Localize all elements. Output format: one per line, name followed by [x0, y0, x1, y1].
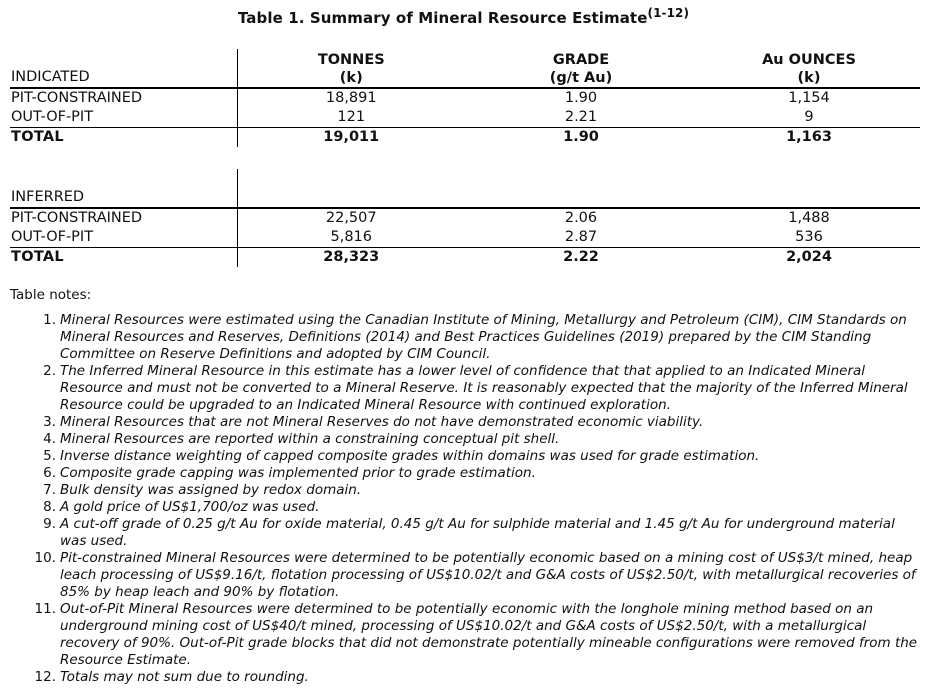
note-number: 6.	[43, 465, 56, 481]
note-item	[34, 669, 920, 686]
note-item	[43, 448, 920, 465]
grade-cell: 2.21	[564, 109, 598, 125]
note-number: 11.	[34, 601, 56, 617]
total-label: TOTAL	[10, 128, 237, 148]
inferred-resource-table	[10, 169, 920, 267]
note-text: A gold price of US$1,700/oz was used.	[60, 499, 320, 515]
grade-cell: 2.87	[564, 229, 598, 245]
column-header-grade-line2: (g/t Au)	[549, 70, 613, 86]
tonnes-cell: 5,816	[330, 229, 372, 245]
table-row	[10, 88, 920, 108]
note-number: 4.	[43, 431, 56, 447]
note-number: 5.	[43, 448, 56, 464]
row-label: OUT-OF-PIT	[10, 228, 237, 248]
note-number: 2.	[43, 363, 56, 379]
table-notes-heading: Table notes:	[10, 287, 92, 303]
column-header-empty	[464, 169, 697, 208]
total-label: TOTAL	[10, 248, 237, 268]
note-text: Mineral Resources that are not Mineral Reserves do not have demonstrated economic viability.	[60, 414, 704, 430]
table-header-row	[10, 169, 920, 208]
note-text: The Inferred Mineral Resource in this estimate has a lower level of confidence that that applied to an Indicated Mineral Resource and must not be converted to a Mineral Reserve. It is reasonably expected that the majority of the Inferred Mineral Resource could be upgraded to an Indicated Mineral Resource with continued exploration.	[60, 363, 908, 413]
note-item	[43, 499, 920, 516]
note-number: 9.	[43, 516, 56, 532]
note-item	[43, 465, 920, 482]
note-item	[34, 601, 920, 669]
category-label: INDICATED	[10, 49, 237, 88]
note-text: Composite grade capping was implemented prior to grade estimation.	[60, 465, 536, 481]
note-text: A cut-off grade of 0.25 g/t Au for oxide material, 0.45 g/t Au for sulphide material and 1.45 g/t Au for underground material was used.	[60, 516, 895, 549]
note-number: 1.	[43, 312, 56, 328]
table-row	[10, 208, 920, 228]
column-header-grade-line1: GRADE	[552, 52, 610, 68]
column-header-empty	[697, 169, 920, 208]
note-text: Bulk density was assigned by redox domain.	[60, 482, 362, 498]
total-row	[10, 248, 920, 268]
row-label: PIT-CONSTRAINED	[10, 208, 237, 228]
table-title-text: Table 1. Summary of Mineral Resource Estimate	[237, 9, 648, 27]
table-notes-list	[34, 312, 920, 686]
column-header-ounces-line1: Au OUNCES	[762, 52, 856, 68]
category-label: INFERRED	[10, 169, 237, 208]
total-ounces-cell: 1,163	[697, 128, 920, 148]
total-grade-cell: 2.22	[464, 248, 697, 268]
table-title	[0, 6, 927, 27]
ounces-cell: 9	[804, 109, 814, 125]
total-tonnes-cell: 28,323	[237, 248, 464, 268]
note-item	[43, 516, 920, 550]
note-number: 10.	[34, 550, 56, 566]
ounces-cell: 536	[795, 229, 823, 245]
column-header-tonnes-line2: (k)	[339, 70, 363, 86]
total-row	[10, 128, 920, 148]
column-header-ounces-line2: (k)	[797, 70, 821, 86]
note-text: Totals may not sum due to rounding.	[60, 669, 309, 685]
note-number: 8.	[43, 499, 56, 515]
note-text: Mineral Resources were estimated using the Canadian Institute of Mining, Metallurgy and Petroleum (CIM), CIM Standards on Mineral Resources and Reserves, Definitions (2014) and Best Practices Guidelines (2019) prepared by the CIM Standing Committee on Reserve Definitions and adopted by CIM Council.	[60, 312, 907, 362]
total-tonnes-cell: 19,011	[237, 128, 464, 148]
table-title-superscript: (1-12)	[647, 6, 690, 20]
note-item	[43, 482, 920, 499]
column-header-grade	[464, 49, 697, 88]
indicated-resource-table	[10, 49, 920, 147]
column-header-ounces	[697, 49, 920, 88]
note-item	[43, 363, 920, 414]
grade-cell: 2.06	[564, 210, 598, 226]
tonnes-cell: 22,507	[325, 210, 377, 226]
note-text: Pit-constrained Mineral Resources were determined to be potentially economic based on a mining cost of US$3/t mined, heap leach processing of US$9.16/t, flotation processing of US$10.02/t and G&A costs of US$2.50/t, with metallurgical recoveries of 85% by heap leach and 90% by flotation.	[60, 550, 916, 600]
table-header-row	[10, 49, 920, 88]
row-label: OUT-OF-PIT	[10, 108, 237, 128]
row-label: PIT-CONSTRAINED	[10, 88, 237, 108]
column-header-tonnes-line1: TONNES	[317, 52, 385, 68]
note-item	[43, 312, 920, 363]
table-row	[10, 108, 920, 128]
ounces-cell: 1,154	[788, 90, 830, 106]
column-header-empty	[237, 169, 464, 208]
note-item	[34, 550, 920, 601]
note-number: 12.	[34, 669, 56, 685]
note-text: Inverse distance weighting of capped composite grades within domains was used for grade estimation.	[60, 448, 760, 464]
note-item	[43, 414, 920, 431]
note-number: 7.	[43, 482, 56, 498]
note-text: Mineral Resources are reported within a constraining conceptual pit shell.	[60, 431, 560, 447]
tonnes-cell: 121	[337, 109, 366, 125]
column-header-tonnes	[237, 49, 464, 88]
tonnes-cell: 18,891	[325, 90, 377, 106]
grade-cell: 1.90	[564, 90, 598, 106]
total-ounces-cell: 2,024	[697, 248, 920, 268]
ounces-cell: 1,488	[788, 210, 830, 226]
note-item	[43, 431, 920, 448]
total-grade-cell: 1.90	[464, 128, 697, 148]
note-text: Out-of-Pit Mineral Resources were determined to be potentially economic with the longhole mining method based on an underground mining cost of US$40/t mined, processing of US$10.02/t and G&A costs of US$2.50/t, with a metallurgical recovery of 90%. Out-of-Pit grade blocks that did not demonstrate potentially mineable configurations were removed from the Resource Estimate.	[60, 601, 918, 668]
table-row	[10, 228, 920, 248]
note-number: 3.	[43, 414, 56, 430]
